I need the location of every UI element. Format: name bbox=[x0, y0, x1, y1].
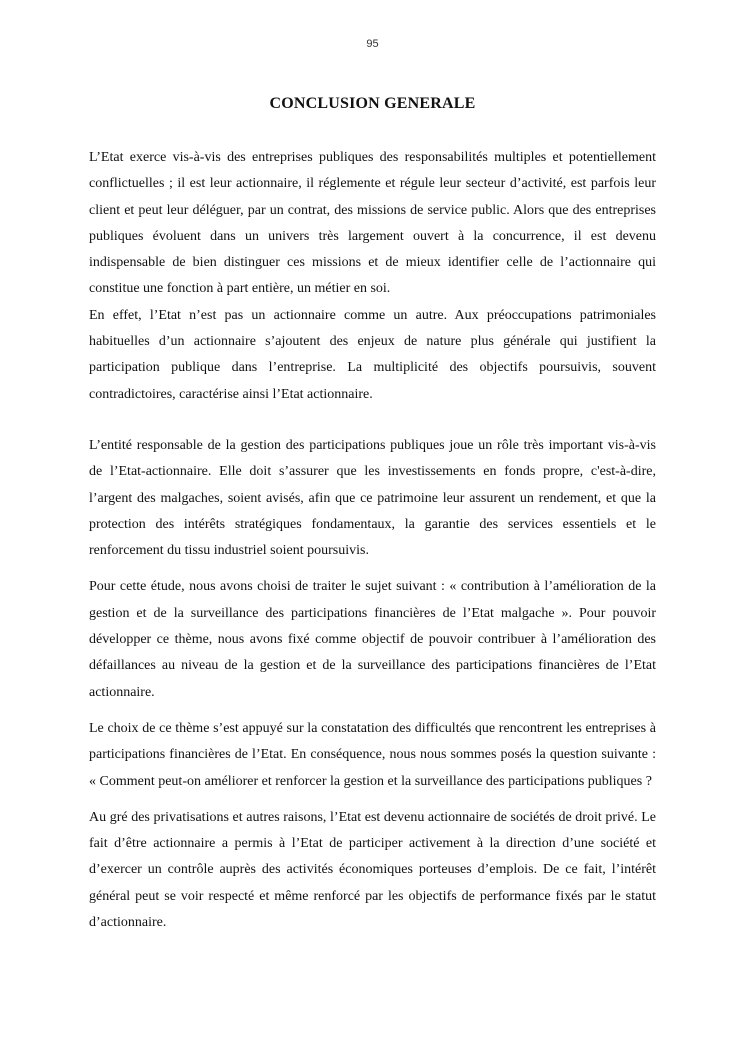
page-title: CONCLUSION GENERALE bbox=[269, 95, 476, 112]
paragraph-5: Le choix de ce thème s’est appuyé sur la constatation des difficultés que rencontrent les entreprises à participations financières de l’Etat. En conséquence, nous nous sommes posés la question suivante : « Comment peut-on améliorer et renforcer la gestion et la surveillance des participations publiques ? bbox=[89, 720, 656, 789]
paragraph-6: Au gré des privatisations et autres raisons, l’Etat est devenu actionnaire de sociétés de droit privé. Le fait d’être actionnaire a permis à l’Etat de participer activement à la direction d’une société et d’exercer un contrôle auprès des activités économiques porteuses d’emplois. De ce fait, l’intérêt général peut se voir respecté et même renforcé par les objectifs de performance fixés par le statut d’actionnaire. bbox=[89, 809, 656, 931]
paragraph-4: Pour cette étude, nous avons choisi de traiter le sujet suivant : « contribution à l’amélioration de la gestion et de la surveillance des participations financières de l’Etat malgache ». Pour pouvoir développer ce thème, nous avons fixé comme objectif de pouvoir contribuer à l’amélioration des défaillances au niveau de la gestion et de la surveillance des participations financières de l’Etat actionnaire. bbox=[89, 579, 656, 700]
paragraph-1: L’Etat exerce vis-à-vis des entreprises publiques des responsabilités multiples et potentiellement conflictuelles ; il est leur actionnaire, il réglemente et régule leur secteur d’activité, est parfois leur client et peut leur déléguer, par un contrat, des missions de service public. Alors que des entreprises publiques évoluent dans un univers très largement ouvert à la concurrence, il est devenu indispensable de bien distinguer ces missions et de mieux identifier celle de l’actionnaire qui constitue une fonction à part entière, un métier en soi. bbox=[89, 150, 656, 297]
paragraph-3: L’entité responsable de la gestion des participations publiques joue un rôle très important vis-à-vis de l’Etat-actionnaire. Elle doit s’assurer que les investissements en fonds propre, c'est-à-dire, l’argent des malgaches, soient avisés, afin que ce patrimoine leur assurent un rendement, et que la protection des intérêts stratégiques fondamentaux, la garantie des services essentiels et le renforcement du tissu industriel soient poursuivis. bbox=[89, 437, 656, 559]
page-number: 95 bbox=[366, 38, 379, 50]
paragraph-2: En effet, l’Etat n’est pas un actionnaire comme un autre. Aux préoccupations patrimoniales habituelles d’un actionnaire s’ajoutent des enjeux de nature plus générale qui justifient la participation publique dans l’entreprise. La multiplicité des objectifs poursuivis, souvent contradictoires, caractérise ainsi l’Etat actionnaire. bbox=[89, 307, 656, 402]
document-body bbox=[89, 145, 656, 936]
